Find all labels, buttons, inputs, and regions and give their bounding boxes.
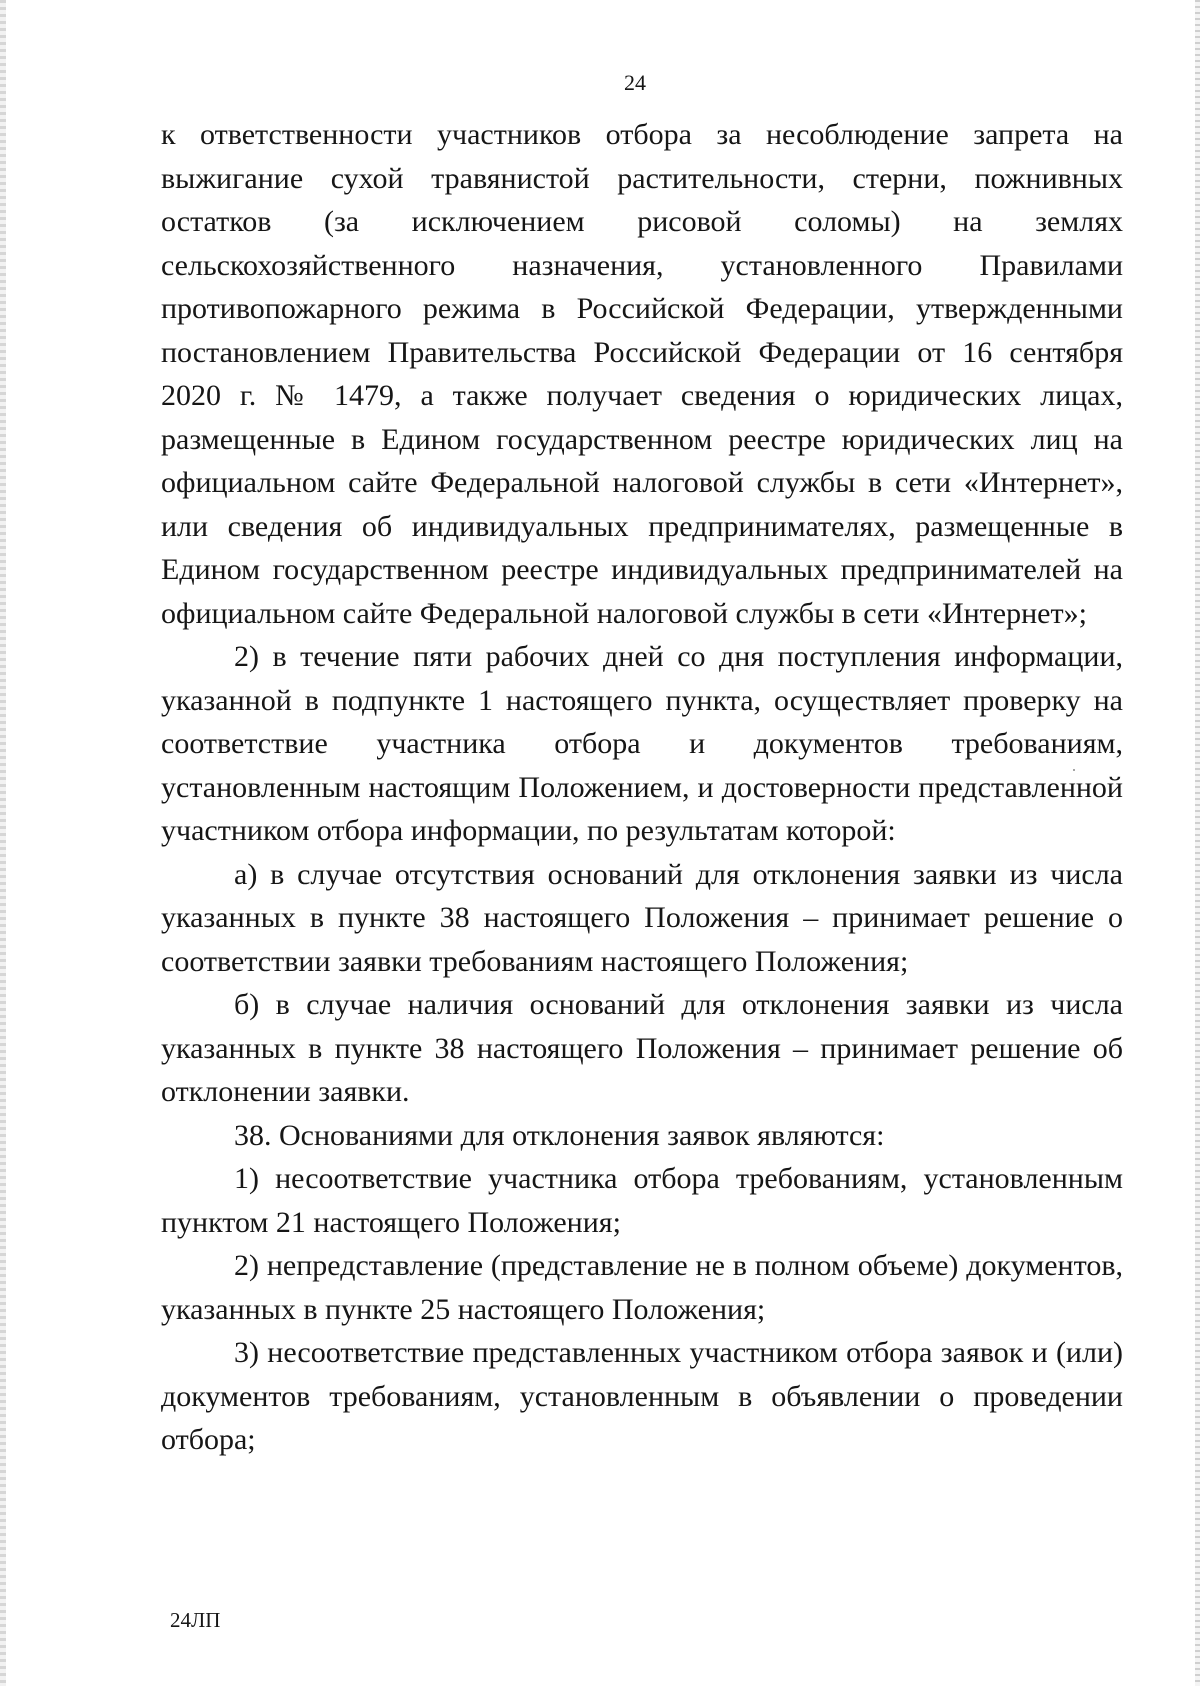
- paragraph-subitem-a: а) в случае отсутствия оснований для отклонения заявки из числа указанных в пункте 38 настоящего Положения – принимает решение о соответствии заявки требованиям настоящего Положения;: [161, 857, 1123, 978]
- paragraph-ground-3: 3) несоответствие представленных участником отбора заявок и (или) документов требованиям, установленным в объявлении о проведении отбора;: [161, 1336, 1123, 1456]
- document-code: 24ЛП: [170, 1608, 221, 1632]
- paragraph-section-38-heading: 38. Основаниями для отклонения заявок являются:: [234, 1118, 885, 1152]
- scan-speck: [1073, 769, 1075, 771]
- paragraph-subitem-b: б) в случае наличия оснований для отклонения заявки из числа указанных в пункте 38 настоящего Положения – принимает решение об отклонении заявки.: [161, 988, 1123, 1108]
- paragraph-ground-2: 2) непредставление (представление не в полном объеме) документов, указанных в пункте 25 настоящего Положения;: [161, 1249, 1123, 1326]
- paragraph-item-2-verification: 2) в течение пяти рабочих дней со дня поступления информации, указанной в подпункте 1 настоящего пункта, осуществляет проверку на соответствие участника отбора и документов требованиям, установленным настоящим Положением, и достоверности представленной участником отбора информации, по результатам которой:: [161, 640, 1123, 847]
- scan-edge-right: [1195, 0, 1200, 1686]
- document-body: [161, 113, 1123, 1462]
- page-number: 24: [624, 70, 646, 95]
- paragraph-ground-1: 1) несоответствие участника отбора требованиям, установленным пунктом 21 настоящего Положения;: [161, 1162, 1123, 1239]
- scan-edge-left: [0, 0, 6, 1686]
- paragraph-continuation: к ответственности участников отбора за несоблюдение запрета на выжигание сухой травянистой растительности, стерни, пожнивных остатков (за исключением рисовой соломы) на землях сельскохозяйственного назначения, установленного Правилами противопожарного режима в Российской Федерации, утвержденными постановлением Правительства Российской Федерации от 16 сентября 2020 г. № 1479, а также получает сведения о юридических лицах, размещенные в Едином государственном реестре юридических лиц на официальном сайте Федеральной налоговой службы в сети «Интернет», или сведения об индивидуальных предпринимателях, размещенные в Едином государственном реестре индивидуальных предпринимателей на официальном сайте Федеральной налоговой службы в сети «Интернет»;: [161, 118, 1123, 630]
